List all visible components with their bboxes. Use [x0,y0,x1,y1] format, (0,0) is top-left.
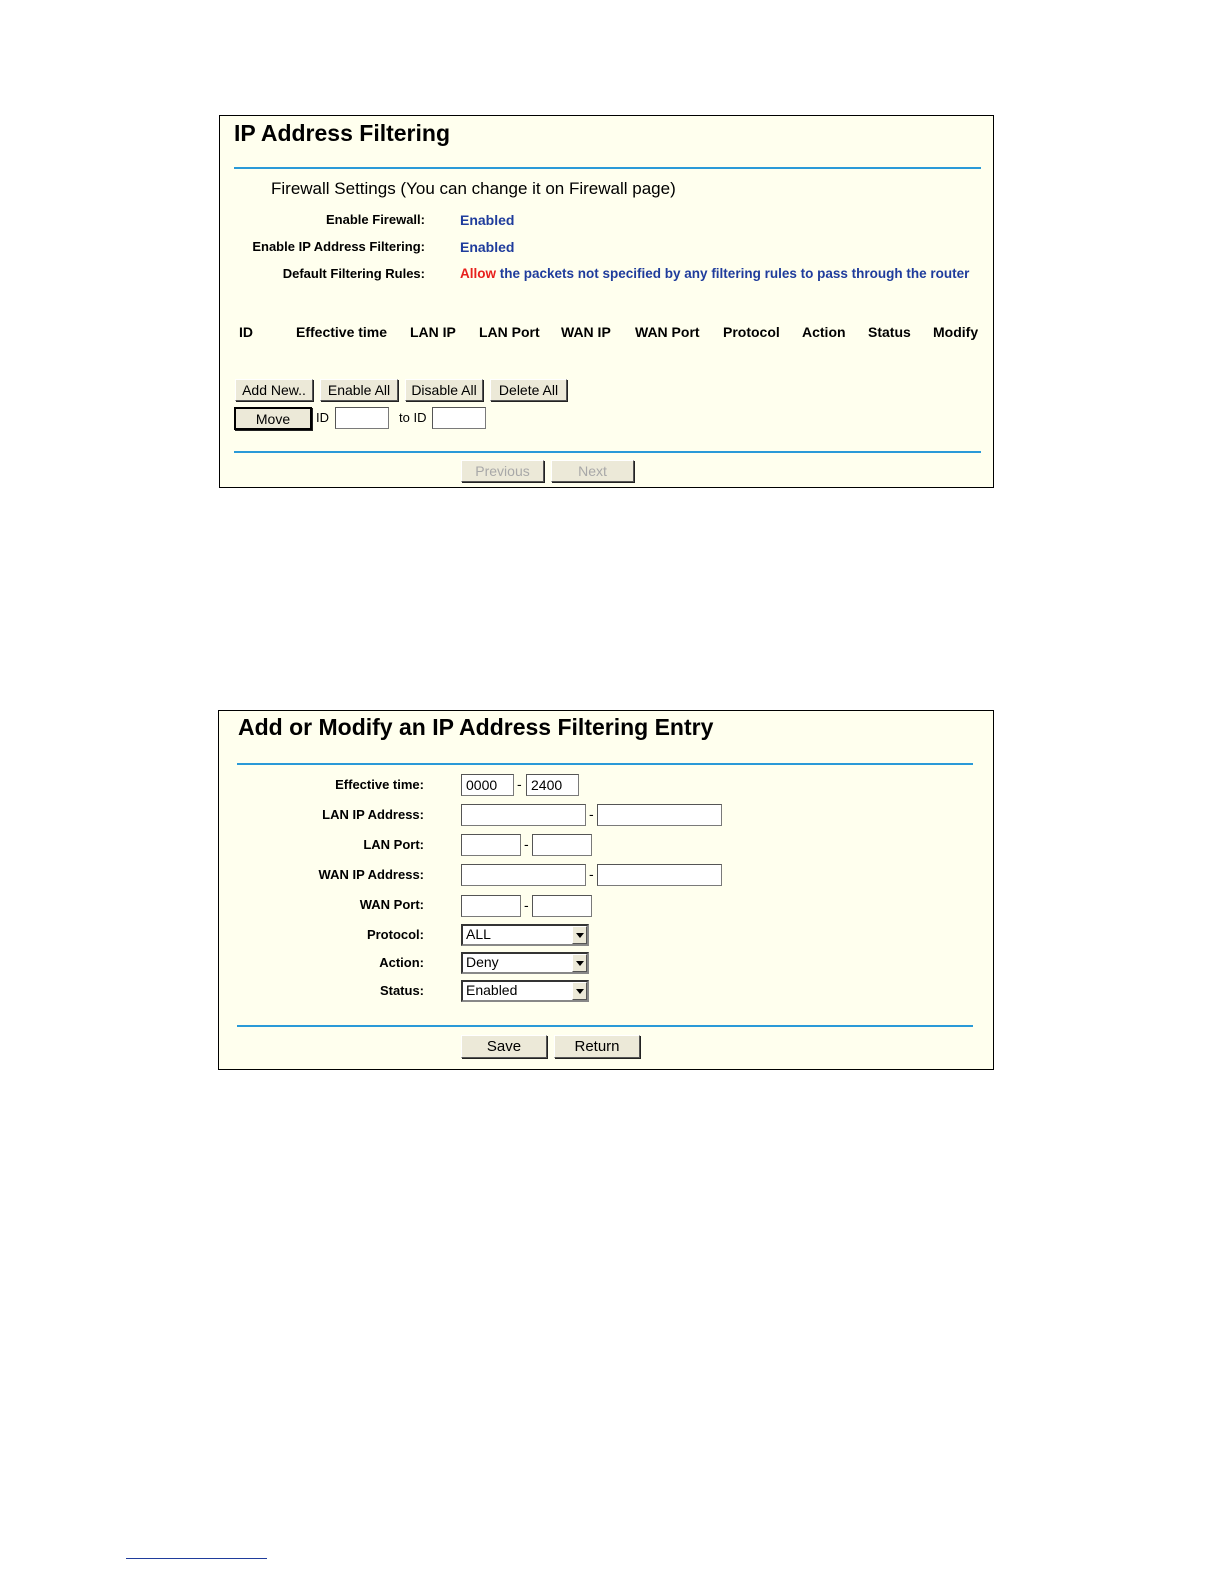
ip-filtering-panel [219,115,994,488]
wan-ip-to-input[interactable] [597,864,722,886]
col-wan-ip: WAN IP [561,324,611,340]
col-lan-port: LAN Port [479,324,540,340]
lan-ip-separator: - [589,806,594,822]
default-rules-description: the packets not specified by any filtering rules to pass through the router [496,266,970,281]
firewall-settings-heading: Firewall Settings (You can change it on Firewall page) [271,179,676,198]
allow-keyword: Allow [460,266,496,281]
lan-ip-label: LAN IP Address: [322,807,424,822]
col-effective-time: Effective time [296,324,388,340]
lan-ip-to-input[interactable] [597,804,722,826]
col-id: ID [239,324,253,340]
enable-firewall-label: Enable Firewall: [326,212,425,227]
return-button[interactable]: Return [554,1035,640,1058]
add-modify-entry-panel [218,710,994,1070]
protocol-select[interactable] [461,924,589,946]
effective-time-from-input[interactable] [461,774,514,796]
move-to-id-label: to ID [399,410,427,425]
chevron-down-icon[interactable] [572,982,587,1000]
wan-port-from-input[interactable] [461,895,521,917]
add-new-button[interactable]: Add New.. [235,379,313,401]
col-status: Status [868,324,911,340]
move-id-label: ID [316,410,329,425]
wan-ip-separator: - [589,866,594,882]
footnote-rule [126,1558,267,1559]
protocol-label: Protocol: [366,927,424,942]
bottom-divider [234,451,981,453]
enable-ip-filtering-label: Enable IP Address Filtering: [252,239,425,254]
protocol-selected-value: ALL [466,926,491,942]
effective-time-separator: - [517,776,522,792]
effective-time-label: Effective time: [335,777,424,792]
status-select[interactable] [461,980,589,1002]
status-label: Status: [379,983,424,998]
lan-port-label: LAN Port: [363,837,424,852]
default-rules-label: Default Filtering Rules: [282,266,425,281]
wan-port-separator: - [524,897,529,913]
top-divider [234,167,981,169]
entry-title: Add or Modify an IP Address Filtering Entry [238,714,714,740]
move-to-id-input[interactable] [432,407,486,429]
wan-ip-from-input[interactable] [461,864,586,886]
effective-time-to-input[interactable] [526,774,579,796]
move-id-input[interactable] [335,407,389,429]
enable-ip-filtering-value: Enabled [460,239,515,255]
entry-top-divider [237,763,973,765]
wan-port-label: WAN Port: [359,897,424,912]
action-label: Action: [379,955,424,970]
lan-port-separator: - [524,836,529,852]
delete-all-button[interactable]: Delete All [490,379,567,401]
lan-port-from-input[interactable] [461,834,521,856]
action-select[interactable] [461,952,589,974]
col-wan-port: WAN Port [635,324,700,340]
col-modify: Modify [933,324,979,340]
save-button[interactable]: Save [461,1035,547,1058]
action-selected-value: Deny [466,954,499,970]
lan-ip-from-input[interactable] [461,804,586,826]
next-button[interactable]: Next [551,460,634,482]
entry-bottom-divider [237,1025,973,1027]
default-rules-value [460,266,969,281]
move-button[interactable]: Move [234,407,312,430]
disable-all-button[interactable]: Disable All [405,379,483,401]
page-title: IP Address Filtering [234,120,450,146]
wan-ip-label: WAN IP Address: [318,867,424,882]
col-action: Action [802,324,846,340]
lan-port-to-input[interactable] [532,834,592,856]
col-protocol: Protocol [723,324,780,340]
chevron-down-icon[interactable] [572,926,587,944]
enable-firewall-value: Enabled [460,212,515,228]
chevron-down-icon[interactable] [572,954,587,972]
wan-port-to-input[interactable] [532,895,592,917]
status-selected-value: Enabled [466,982,518,998]
enable-all-button[interactable]: Enable All [320,379,398,401]
col-lan-ip: LAN IP [410,324,456,340]
previous-button[interactable]: Previous [461,460,544,482]
